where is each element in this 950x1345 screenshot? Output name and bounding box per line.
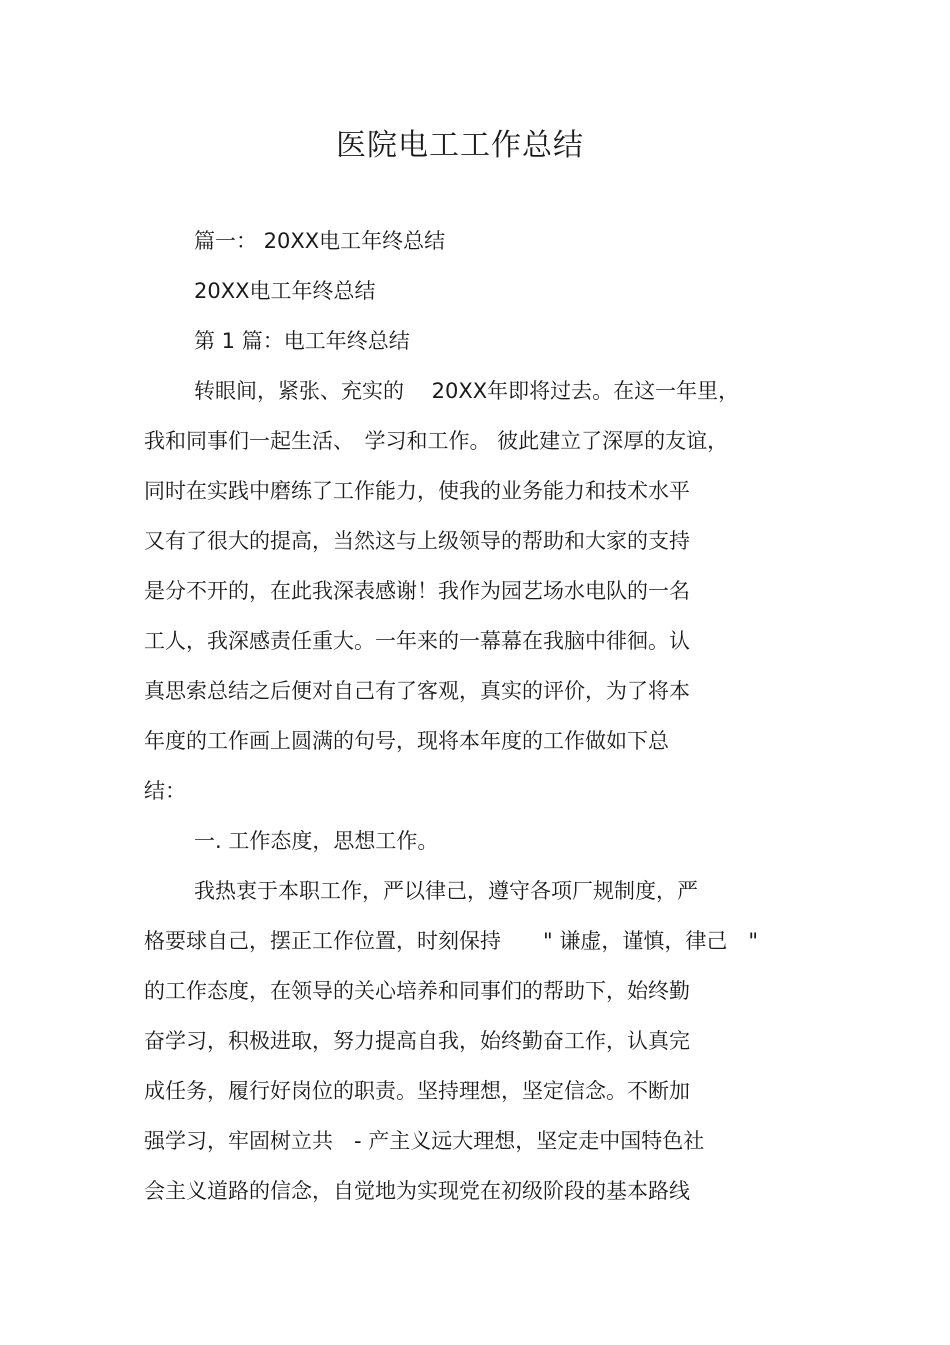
paragraph-line: 会主义道路的信念，自觉地为实现党在初级阶段的基本路线 bbox=[144, 1179, 690, 1203]
paragraph-line: 结： bbox=[144, 779, 186, 803]
paragraph-line: 的工作态度，在领导的关心培养和同事们的帮助下，始终勤 bbox=[144, 979, 690, 1003]
paragraph-line: 第 1 篇：电工年终总结 bbox=[194, 329, 410, 353]
paragraph-line: 强学习，牢固树立共 - 产主义远大理想，坚定走中国特色社 bbox=[144, 1129, 705, 1153]
paragraph-line: 20XX电工年终总结 bbox=[194, 279, 376, 303]
section-heading: 一. 工作态度，思想工作。 bbox=[194, 829, 439, 853]
paragraph-line: 格要球自己，摆正工作位置，时刻保持 " 谦虚，谨慎，律己 " bbox=[144, 929, 758, 953]
paragraph-line: 转眼间，紧张、充实的 20XX年即将过去。在这一年里， bbox=[194, 379, 740, 403]
paragraph-line: 奋学习，积极进取，努力提高自我，始终勤奋工作，认真完 bbox=[144, 1029, 690, 1053]
paragraph-line: 工人，我深感责任重大。一年来的一幕幕在我脑中徘徊。认 bbox=[144, 629, 690, 653]
paragraph-line: 同时在实践中磨练了工作能力，使我的业务能力和技术水平 bbox=[144, 479, 690, 503]
paragraph-line: 我和同事们一起生活、 学习和工作。 彼此建立了深厚的友谊， bbox=[144, 429, 729, 453]
paragraph-line: 成任务，履行好岗位的职责。坚持理想，坚定信念。不断加 bbox=[144, 1079, 690, 1103]
paragraph-line: 年度的工作画上圆满的句号，现将本年度的工作做如下总 bbox=[144, 729, 669, 753]
paragraph-line: 是分不开的，在此我深表感谢！我作为园艺场水电队的一名 bbox=[144, 579, 690, 603]
paragraph-line: 篇一： 20XX电工年终总结 bbox=[194, 229, 446, 253]
document-title: 医院电工工作总结 bbox=[336, 128, 584, 163]
paragraph-line: 我热衷于本职工作，严以律己，遵守各项厂规制度，严 bbox=[194, 879, 698, 903]
paragraph-line: 真思索总结之后便对自己有了客观，真实的评价，为了将本 bbox=[144, 679, 690, 703]
paragraph-line: 又有了很大的提高，当然这与上级领导的帮助和大家的支持 bbox=[144, 529, 690, 553]
